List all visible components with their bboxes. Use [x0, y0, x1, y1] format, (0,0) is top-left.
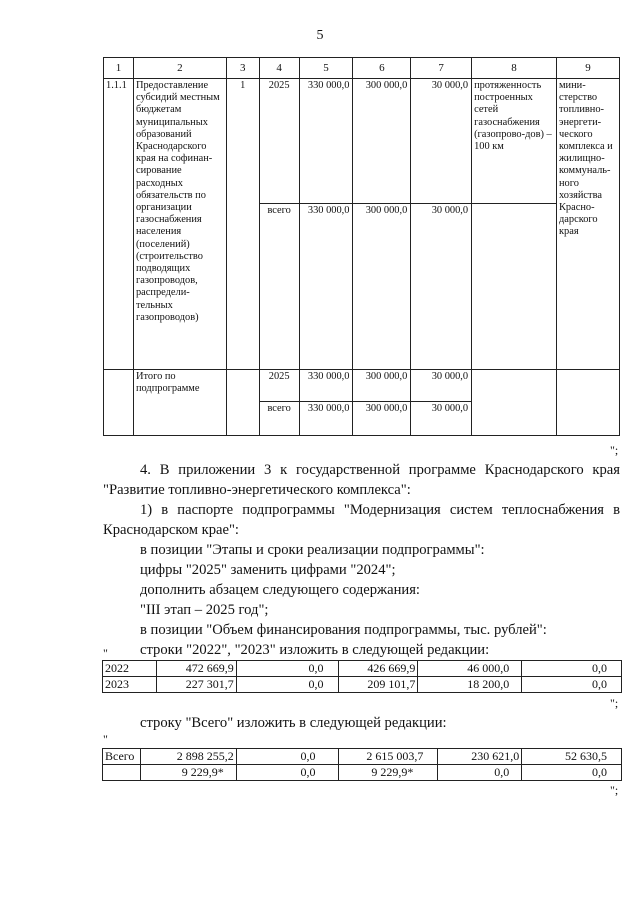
- value-cell: 426 669,9: [338, 661, 418, 677]
- value-cell: 300 000,0: [353, 204, 411, 370]
- paragraph: строку "Всего" изложить в следующей редакции:: [140, 715, 447, 731]
- table-row: [103, 749, 622, 765]
- value-cell: 9 229,9*: [338, 765, 438, 781]
- program-table: [103, 57, 620, 436]
- activity-name: Предоставление субсидий местным бюджетам муниципальных образований Краснодарского края на софинан-сирование расходных обязательств по организации газоснабжения населения (поселений) (строительство подводящих газопроводов, распредели-тельных газопроводов): [133, 79, 226, 370]
- value-cell: 330 000,0: [299, 370, 353, 402]
- empty-cell: [472, 370, 557, 436]
- total-label: Итого по подпрограмме: [133, 370, 226, 436]
- value-cell: 30 000,0: [411, 204, 472, 370]
- value-cell: 472 669,9: [156, 661, 236, 677]
- empty-cell: [226, 370, 259, 436]
- paragraph: 4. В приложении 3 к государственной программе Краснодарского края: [140, 462, 620, 478]
- value-cell: 0,0: [438, 765, 522, 781]
- value-cell: 330 000,0: [299, 79, 353, 204]
- year-cell: всего: [259, 204, 299, 370]
- header-cell: 1: [104, 58, 134, 79]
- year-cell: всего: [259, 402, 299, 436]
- year-cell: 2023: [103, 677, 157, 693]
- value-cell: 52 630,5: [522, 749, 622, 765]
- paragraph: в позиции "Объем финансирования подпрограммы, тыс. рублей":: [140, 622, 547, 638]
- table-row: [103, 661, 622, 677]
- paragraph: строки "2022", "2023" изложить в следующей редакции:: [140, 642, 490, 658]
- value-cell: 30 000,0: [411, 402, 472, 436]
- empty-cell: [472, 204, 557, 370]
- table-row: [103, 677, 622, 693]
- empty-cell: [556, 370, 619, 436]
- value-cell: 0,0: [522, 765, 622, 781]
- value-cell: 300 000,0: [353, 402, 411, 436]
- paragraph: "Развитие топливно-энергетического комплекса":: [103, 482, 411, 498]
- opening-quote: ": [103, 732, 108, 746]
- total-label: Всего: [103, 749, 141, 765]
- value-cell: 227 301,7: [156, 677, 236, 693]
- value-cell: 46 000,0: [418, 661, 522, 677]
- closing-quote: ";: [610, 696, 619, 710]
- year-cell: 2025: [259, 79, 299, 204]
- header-cell: 4: [259, 58, 299, 79]
- value-cell: 330 000,0: [299, 204, 353, 370]
- empty-cell: [104, 370, 134, 436]
- paragraph: Краснодарском крае":: [103, 522, 239, 538]
- year-cell: 2022: [103, 661, 157, 677]
- header-cell: 6: [353, 58, 411, 79]
- closing-quote: ";: [610, 783, 619, 797]
- header-cell: 2: [133, 58, 226, 79]
- header-cell: 9: [556, 58, 619, 79]
- table-header-row: [104, 58, 620, 79]
- value-cell: 230 621,0: [438, 749, 522, 765]
- paragraph: 1) в паспорте подпрограммы "Модернизация систем теплоснабжения в: [140, 502, 620, 518]
- closing-quote: ";: [610, 443, 619, 457]
- paragraph: "III этап – 2025 год";: [140, 602, 269, 618]
- paragraph: дополнить абзацем следующего содержания:: [140, 582, 420, 598]
- value-cell: 0,0: [236, 661, 338, 677]
- table-row: [104, 79, 620, 204]
- value-cell: 300 000,0: [353, 370, 411, 402]
- indicator-cell: протяженность построенных сетей газоснабжения (газопрово-дов) – 100 км: [472, 79, 557, 204]
- value-cell: 30 000,0: [411, 370, 472, 402]
- header-cell: 8: [472, 58, 557, 79]
- value-cell: 0,0: [236, 749, 338, 765]
- value-cell: 0,0: [522, 677, 622, 693]
- label-cell: [103, 765, 141, 781]
- header-cell: 7: [411, 58, 472, 79]
- paragraph: цифры "2025" заменить цифрами "2024";: [140, 562, 396, 578]
- status-cell: 1: [226, 79, 259, 370]
- executor-cell: мини-стерство топливно-энергети-ческого комплекса и жилищно-коммуналь-ного хозяйства Красно-дарского края: [556, 79, 619, 370]
- year-cell: 2025: [259, 370, 299, 402]
- funding-table-years: [102, 660, 622, 693]
- value-cell: 330 000,0: [299, 402, 353, 436]
- value-cell: 18 200,0: [418, 677, 522, 693]
- row-number: 1.1.1: [104, 79, 134, 370]
- funding-table-total: [102, 748, 622, 781]
- value-cell: 2 615 003,7: [338, 749, 438, 765]
- table-row: [103, 765, 622, 781]
- opening-quote: ": [103, 646, 108, 660]
- value-cell: 209 101,7: [338, 677, 418, 693]
- header-cell: 5: [299, 58, 353, 79]
- header-cell: 3: [226, 58, 259, 79]
- value-cell: 2 898 255,2: [140, 749, 236, 765]
- paragraph: в позиции "Этапы и сроки реализации подпрограммы":: [140, 542, 485, 558]
- value-cell: 9 229,9*: [140, 765, 236, 781]
- value-cell: 0,0: [236, 677, 338, 693]
- value-cell: 0,0: [522, 661, 622, 677]
- total-row: [104, 370, 620, 402]
- value-cell: 0,0: [236, 765, 338, 781]
- value-cell: 30 000,0: [411, 79, 472, 204]
- value-cell: 300 000,0: [353, 79, 411, 204]
- page-number: 5: [316, 28, 324, 43]
